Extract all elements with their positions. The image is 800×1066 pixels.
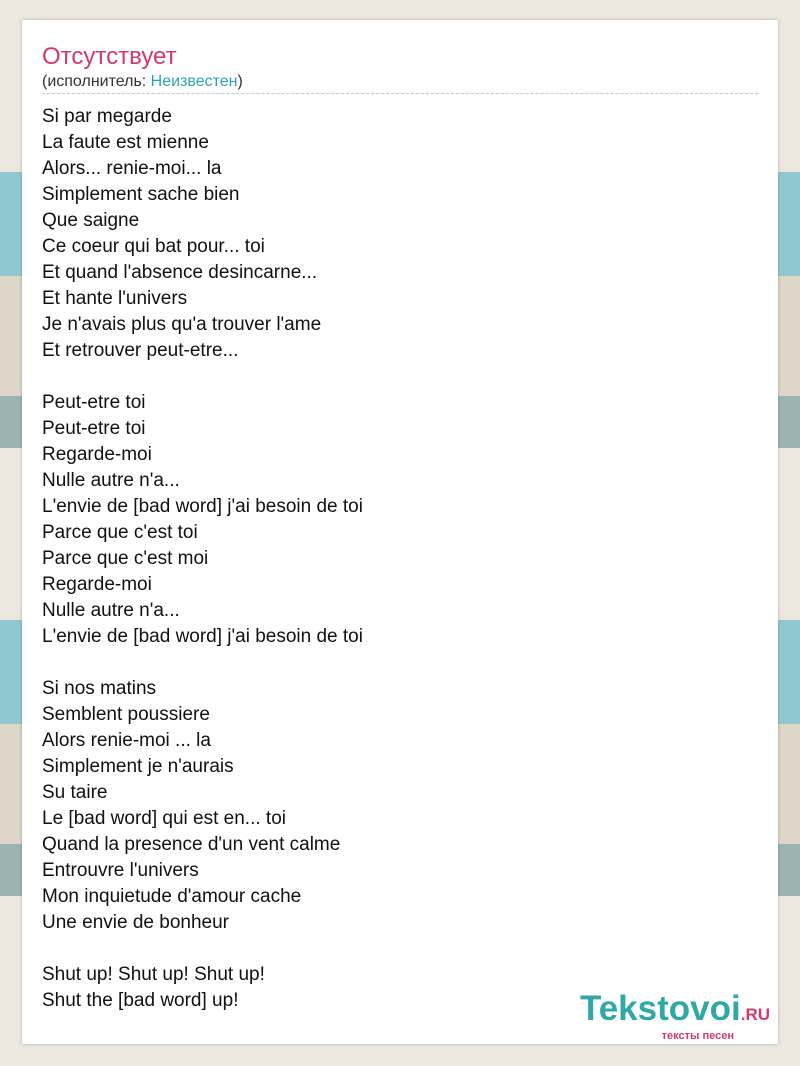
lyric-line: Peut-etre toi: [42, 392, 146, 413]
divider: [42, 93, 758, 94]
lyric-line: Parce que c'est moi: [42, 548, 209, 569]
lyric-line: Ce coeur qui bat pour... toi: [42, 236, 265, 257]
artist-suffix: ): [237, 73, 243, 90]
lyric-line: Le [bad word] qui est en... toi: [42, 808, 286, 829]
logo-tagline: тексты песен: [661, 1030, 734, 1042]
lyric-line: L'envie de [bad word] j'ai besoin de toi: [42, 496, 363, 517]
lyric-line: Shut the [bad word] up!: [42, 990, 239, 1011]
lyric-line: Mon inquietude d'amour cache: [42, 886, 302, 907]
lyrics-card: [22, 20, 778, 1044]
lyric-line: Quand la presence d'un vent calme: [42, 834, 341, 855]
lyric-line: Nulle autre n'a...: [42, 470, 180, 491]
lyric-line: Et hante l'univers: [42, 288, 188, 309]
song-title: Отсутствует: [42, 43, 177, 70]
lyric-line: Si nos matins: [42, 678, 157, 699]
lyric-line: Shut up! Shut up! Shut up!: [42, 964, 265, 985]
artist-line: [42, 72, 243, 92]
lyric-line: La faute est mienne: [42, 132, 209, 153]
logo-main-text: Tekstovoi: [579, 989, 741, 1028]
lyric-line: Si par megarde: [42, 106, 172, 127]
lyric-line: Simplement je n'aurais: [42, 756, 234, 777]
lyric-line: Et quand l'absence desincarne...: [42, 262, 318, 283]
lyric-line: Semblent poussiere: [42, 704, 210, 725]
logo-tld: .RU: [740, 1005, 770, 1024]
lyric-line: Nulle autre n'a...: [42, 600, 180, 621]
lyric-line: Alors renie-moi ... la: [42, 730, 211, 751]
lyric-line: Alors... renie-moi... la: [42, 158, 222, 179]
lyric-line: Entrouvre l'univers: [42, 860, 199, 881]
lyric-line: Regarde-moi: [42, 444, 152, 465]
lyric-line: Une envie de bonheur: [42, 912, 229, 933]
lyric-line: Peut-etre toi: [42, 418, 146, 439]
lyric-line: Simplement sache bien: [42, 184, 240, 205]
artist-link[interactable]: Неизвестен: [150, 73, 238, 90]
lyric-line: Je n'avais plus qu'a trouver l'ame: [42, 314, 322, 335]
lyric-line: Que saigne: [42, 210, 140, 231]
site-logo[interactable]: [580, 990, 770, 1042]
lyric-line: L'envie de [bad word] j'ai besoin de toi: [42, 626, 363, 647]
lyric-line: [42, 936, 742, 962]
lyric-line: [42, 364, 742, 390]
lyric-line: Su taire: [42, 782, 108, 803]
lyric-line: Parce que c'est toi: [42, 522, 198, 543]
lyric-line: Regarde-moi: [42, 574, 152, 595]
artist-prefix: (исполнитель:: [42, 73, 151, 90]
lyrics-body: [42, 104, 742, 1014]
lyric-line: [42, 650, 742, 676]
lyric-line: Et retrouver peut-etre...: [42, 340, 239, 361]
